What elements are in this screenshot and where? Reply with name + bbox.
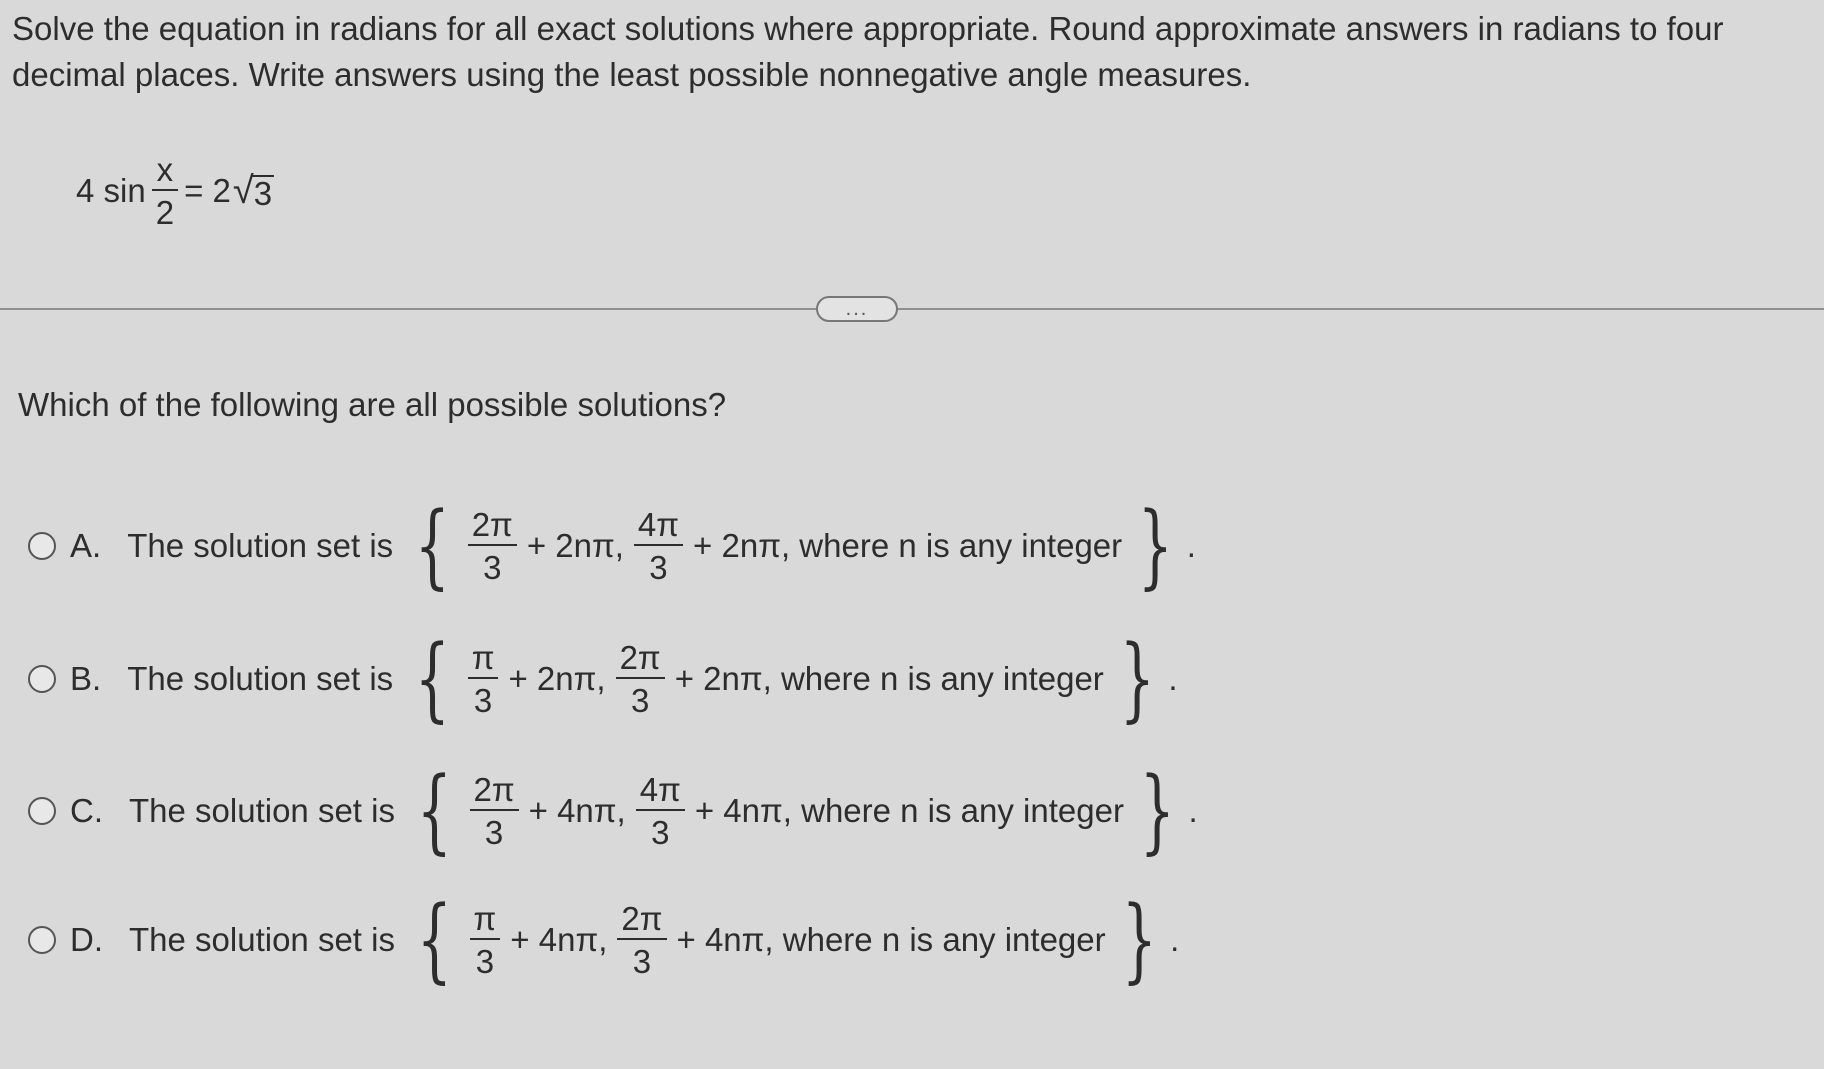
option-prefix: The solution set is [129,921,395,958]
left-brace-icon: { [414,625,450,732]
solution-set [405,886,1180,993]
fraction-2 [616,641,665,717]
term-2: + 2nπ, where n is any integer [693,527,1123,564]
option-letter: A. [70,527,102,564]
fraction-2 [636,773,685,849]
instructions-text: Solve the equation in radians for all exact solutions where appropriate. Round approximate answers in radians to four decimal places. Write answers using the least possible nonnegative angle measures. [12,10,1724,93]
period: . [1170,921,1180,958]
left-brace-icon: { [416,886,452,993]
period: . [1168,660,1178,697]
radio-button-a[interactable] [28,532,56,560]
equation [76,146,274,236]
option-prefix: The solution set is [127,660,394,697]
fraction-denominator: 3 [649,549,668,586]
equation-rhs: = 2 [184,172,231,209]
left-brace-icon: { [416,757,452,864]
fraction-denominator: 3 [630,682,650,719]
period: . [1188,792,1198,829]
square-root [233,172,274,210]
fraction-denominator: 3 [473,682,493,719]
fraction-denominator: 3 [651,814,670,851]
right-brace-icon: } [1139,757,1175,864]
fraction-numerator: x [156,151,174,188]
fraction-denominator: 3 [483,549,502,586]
fraction-denominator: 2 [155,194,175,231]
option-prefix: The solution set is [127,527,394,564]
radical-icon: √ [232,170,254,212]
section-divider [0,308,1824,310]
question-text: Which of the following are all possible solutions? [18,386,727,423]
solution-set [403,492,1196,599]
option-a[interactable] [28,486,1196,606]
right-brace-icon: } [1137,492,1173,599]
fraction-denominator: 3 [475,943,495,980]
option-letter: B. [70,660,102,697]
term-2: + 2nπ, where n is any integer [674,660,1104,697]
right-brace-icon: } [1121,886,1157,993]
term-1: + 2nπ, [508,660,606,697]
radio-button-b[interactable] [28,665,56,693]
fraction-numerator: 2π [473,771,515,808]
fraction-1 [468,641,499,717]
fraction-numerator: π [473,900,497,937]
fraction-numerator: π [471,639,495,676]
solution-set [403,625,1178,732]
term-2: + 4nπ, where n is any integer [694,792,1124,829]
option-d[interactable] [28,880,1179,1000]
fraction-numerator: 4π [637,506,680,543]
option-b[interactable] [28,619,1178,739]
left-brace-icon: { [414,492,450,599]
fraction-1 [468,508,517,584]
fraction-numerator: 4π [639,771,681,808]
equation-fraction [152,153,178,229]
fraction-numerator: 2π [471,506,513,543]
fraction-2 [634,508,683,584]
right-brace-icon: } [1119,625,1155,732]
option-letter: D. [70,921,103,958]
term-1: + 2nπ, [526,527,624,564]
term-1: + 4nπ, [510,921,608,958]
radio-button-c[interactable] [28,797,56,825]
fraction-2 [617,902,666,978]
solution-set [405,757,1198,864]
fraction-denominator: 3 [632,943,652,980]
radicand: 3 [253,175,273,212]
more-options-button[interactable]: ... [816,296,898,322]
fraction-numerator: 2π [621,900,663,937]
option-c[interactable] [28,751,1198,871]
fraction-numerator: 2π [619,639,661,676]
term-1: + 4nπ, [528,792,626,829]
option-letter: C. [70,792,103,829]
term-2: + 4nπ, where n is any integer [676,921,1106,958]
fraction-1 [470,773,519,849]
period: . [1186,527,1196,564]
fraction-denominator: 3 [484,814,504,851]
fraction-1 [470,902,501,978]
radio-button-d[interactable] [28,926,56,954]
option-prefix: The solution set is [129,792,395,829]
equation-coefficient: 4 sin [76,172,146,209]
